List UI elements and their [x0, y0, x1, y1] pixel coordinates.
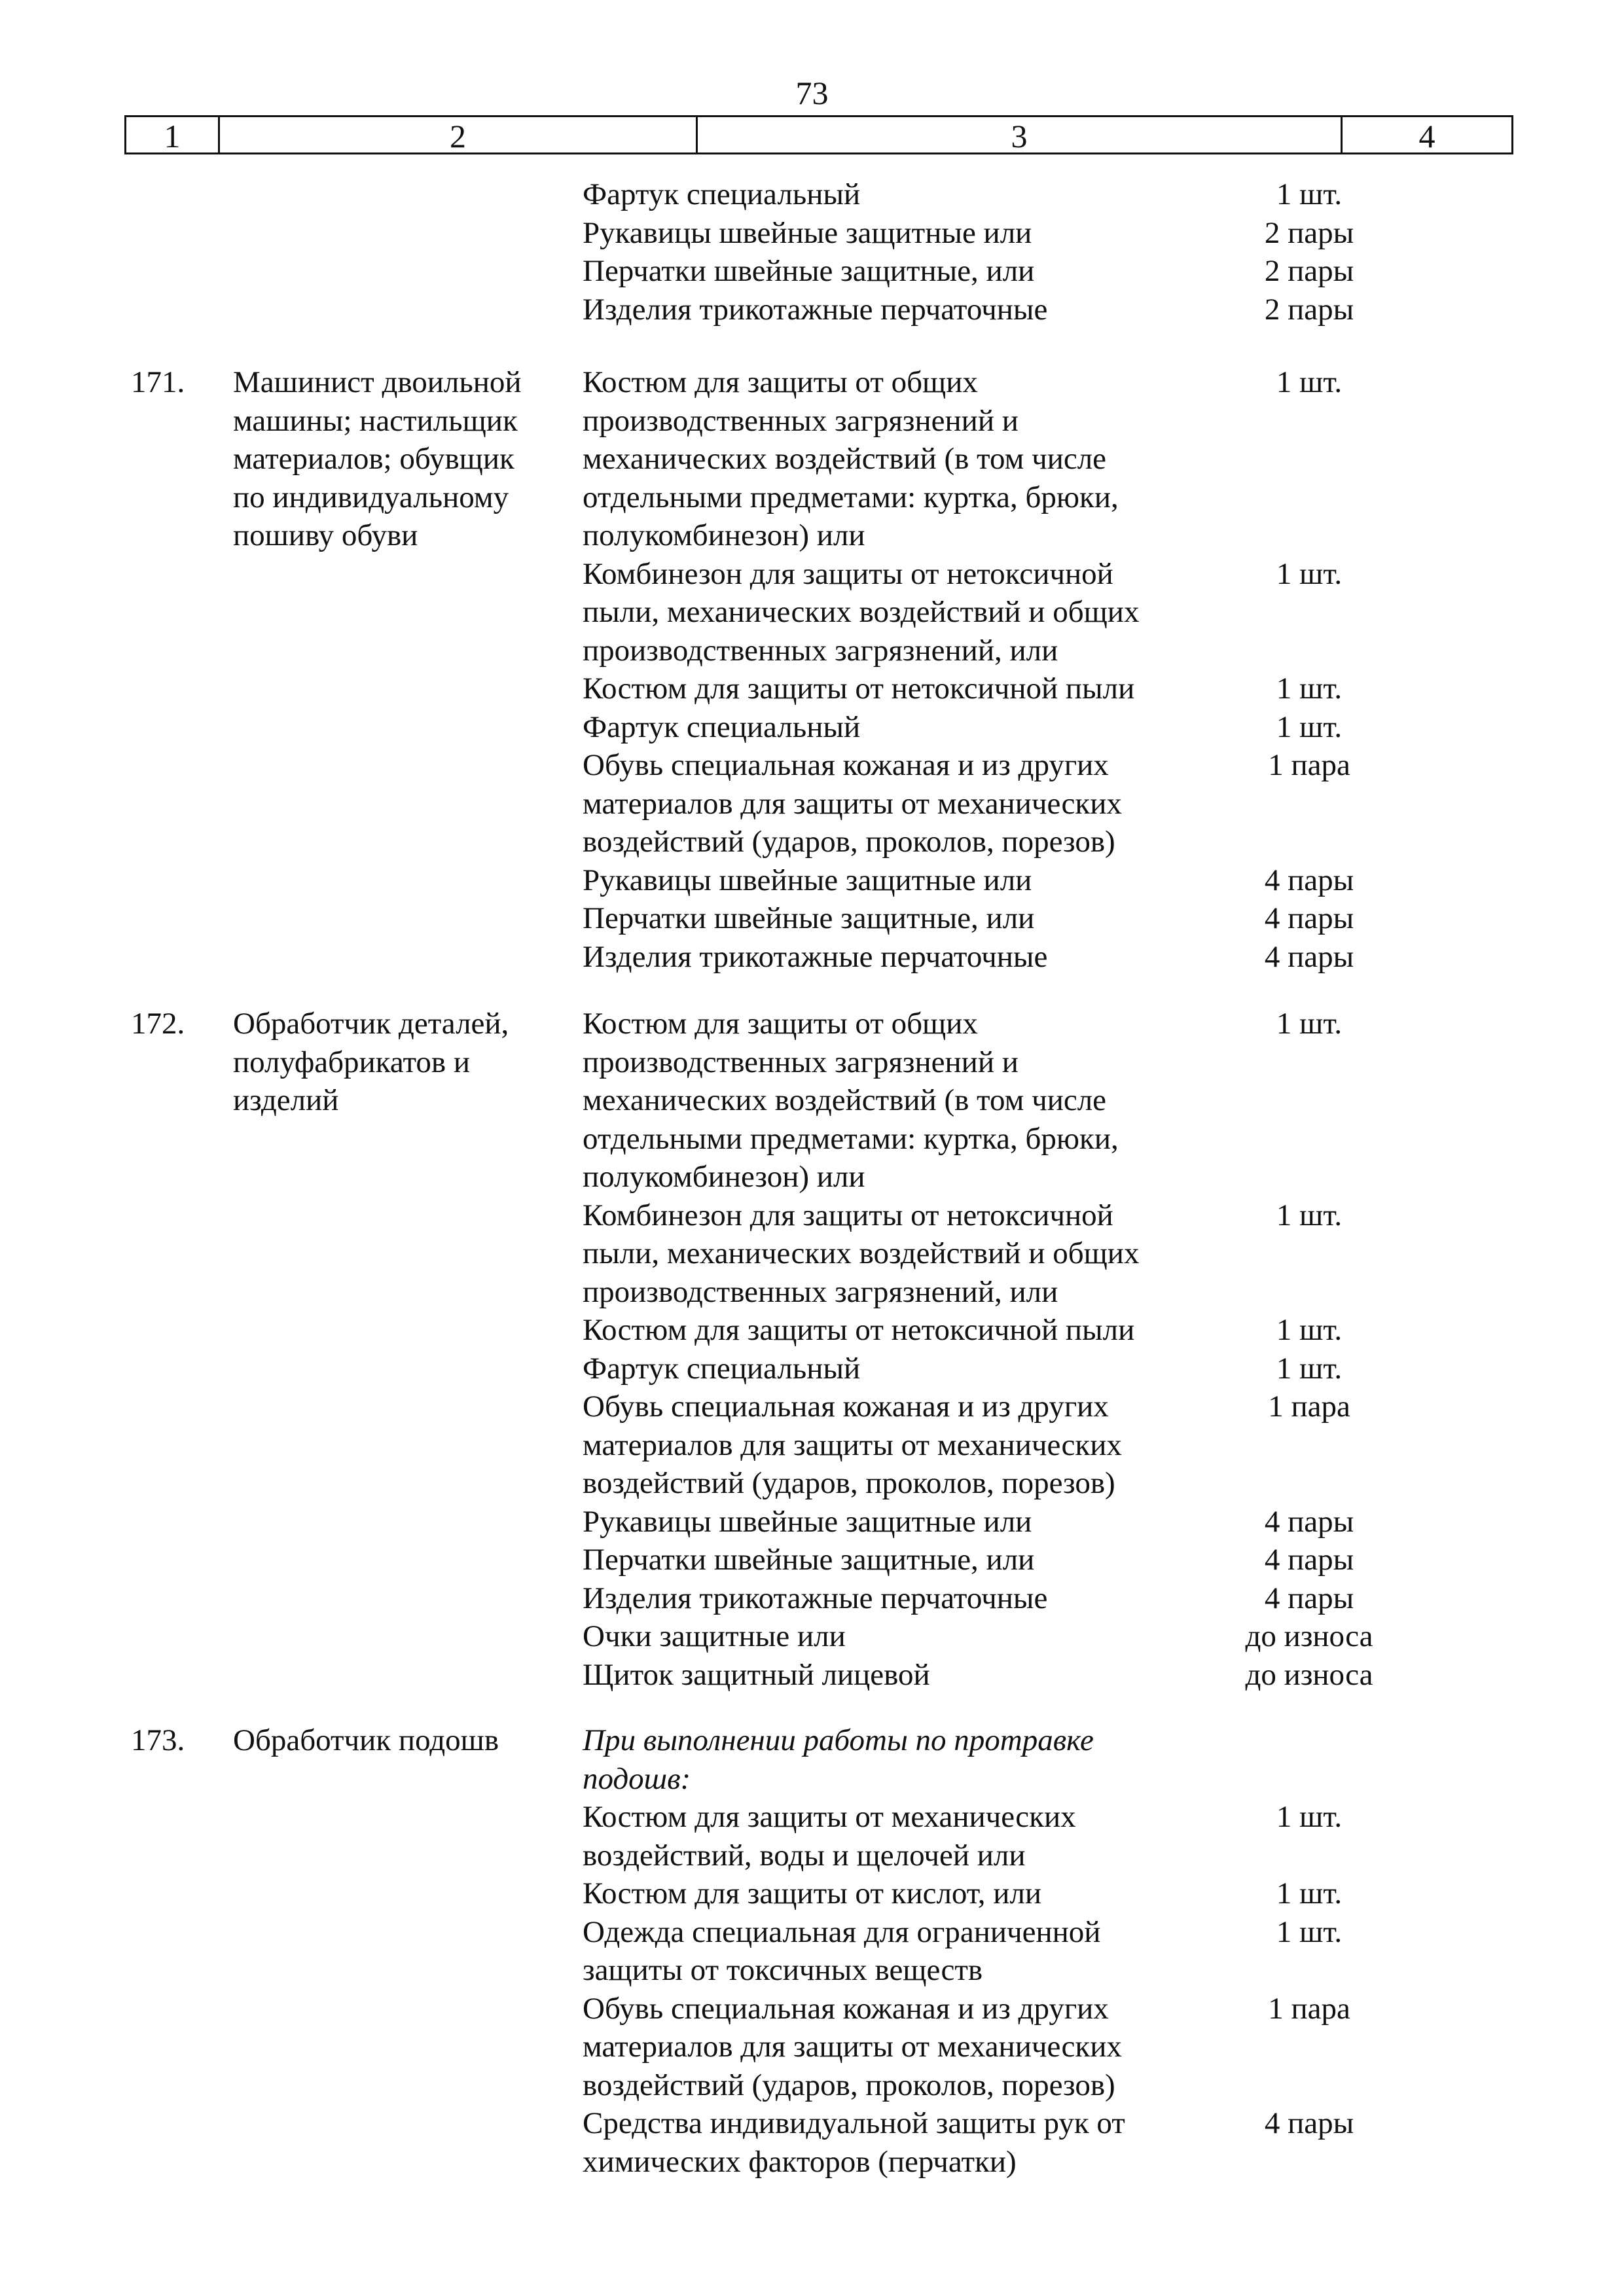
item-name-line: Комбинезон для защиты от нетоксичной	[583, 556, 1113, 591]
item-quantity: 4 пары	[1264, 1504, 1354, 1539]
items-column	[583, 363, 1354, 976]
job-title-line: пошиву обуви	[233, 518, 418, 552]
job-title-line: изделий	[233, 1083, 339, 1117]
item-name-line: Костюм для защиты от общих	[583, 1007, 978, 1041]
item-name-line: Изделия трикотажные перчаточные	[583, 939, 1048, 974]
job-title-line: полуфабрикатов и	[233, 1045, 470, 1079]
item-name-line: Обувь специальная кожаная и из других	[583, 1390, 1109, 1424]
job-title-line: Обработчик деталей,	[233, 1007, 509, 1041]
items-column	[583, 1005, 1373, 1694]
list-item	[583, 1798, 1624, 1874]
list-item	[583, 1874, 1624, 1913]
column-header-3: 3	[1011, 118, 1028, 154]
item-quantity: 1 шт.	[1276, 365, 1343, 399]
item-name-line: полукомбинезон) или	[583, 1160, 865, 1194]
item-quantity: до износа	[1245, 1657, 1373, 1692]
list-item	[583, 1579, 1624, 1618]
page-number: 73	[795, 75, 829, 111]
item-name-line: Рукавицы швейные защитные или	[583, 1504, 1032, 1539]
item-name-line: Изделия трикотажные перчаточные	[583, 292, 1048, 327]
item-name-line: механических воздействий (в том числе	[583, 1083, 1107, 1117]
item-quantity: 1 шт.	[1276, 672, 1343, 706]
item-name-line: материалов для защиты от механических	[583, 786, 1122, 821]
job-title	[233, 1005, 573, 1120]
list-item	[583, 175, 1624, 214]
list-item	[583, 1005, 1624, 1196]
item-quantity: 1 шт.	[1276, 1198, 1343, 1232]
list-item	[583, 1350, 1624, 1388]
list-item	[583, 1388, 1624, 1503]
item-quantity: 1 шт.	[1276, 177, 1343, 211]
item-quantity: 2 пары	[1264, 254, 1354, 288]
item-name-line: Костюм для защиты от механических	[583, 1800, 1076, 1834]
list-item	[583, 1656, 1624, 1695]
list-item	[583, 899, 1624, 938]
list-item	[583, 2104, 1624, 2181]
item-name-line: Рукавицы швейные защитные или	[583, 215, 1032, 250]
item-name-line: производственных загрязнений и	[583, 403, 1019, 438]
item-quantity: 1 шт.	[1276, 1313, 1343, 1347]
item-quantity: 1 пара	[1268, 1991, 1350, 2026]
item-quantity: 1 пара	[1268, 748, 1350, 782]
item-quantity: 1 шт.	[1276, 1876, 1343, 1910]
column-header-row	[124, 115, 1513, 154]
condition-note	[583, 1721, 1624, 1798]
item-name-line: полукомбинезон) или	[583, 518, 865, 552]
item-quantity: до износа	[1245, 1619, 1373, 1653]
list-item	[583, 670, 1624, 708]
item-quantity: 1 шт.	[1276, 1800, 1343, 1834]
item-quantity: 1 шт.	[1276, 1914, 1343, 1949]
entry-number: 173.	[131, 1723, 185, 1757]
job-title	[233, 1721, 573, 1760]
item-name-line: химических факторов (перчатки)	[583, 2144, 1017, 2179]
item-name-line: механических воздействий (в том числе	[583, 442, 1107, 476]
item-quantity: 1 пара	[1268, 1390, 1350, 1424]
item-name-line: Фартук специальный	[583, 1351, 861, 1386]
job-title-line: материалов; обувщик	[233, 442, 514, 476]
column-header-4: 4	[1418, 118, 1435, 154]
items-column	[583, 1721, 1354, 2181]
list-item	[583, 555, 1624, 670]
column-header-2: 2	[450, 118, 466, 154]
item-quantity: 1 шт.	[1276, 556, 1343, 591]
item-name-line: Перчатки швейные защитные, или	[583, 1543, 1035, 1577]
item-name-line: Комбинезон для защиты от нетоксичной	[583, 1198, 1113, 1232]
item-name-line: Костюм для защиты от кислот, или	[583, 1876, 1042, 1910]
list-item	[583, 861, 1624, 900]
list-item	[583, 1990, 1624, 2105]
list-item	[583, 1541, 1624, 1579]
item-name-line: производственных загрязнений и	[583, 1045, 1019, 1079]
list-item	[583, 746, 1624, 861]
item-name-line: пыли, механических воздействий и общих	[583, 595, 1140, 629]
list-item	[583, 1913, 1624, 1990]
item-name-line: воздействий (ударов, проколов, порезов)	[583, 1466, 1115, 1500]
job-title	[233, 363, 573, 555]
item-name-line: Перчатки швейные защитные, или	[583, 901, 1035, 935]
item-name-line: Обувь специальная кожаная и из других	[583, 748, 1109, 782]
item-name-line: пыли, механических воздействий и общих	[583, 1236, 1140, 1270]
item-name-line: Перчатки швейные защитные, или	[583, 254, 1035, 288]
item-quantity: 4 пары	[1264, 2106, 1354, 2140]
item-name-line: Обувь специальная кожаная и из других	[583, 1991, 1109, 2026]
list-item	[583, 938, 1624, 977]
list-item	[583, 1503, 1624, 1541]
item-name-line: Изделия трикотажные перчаточные	[583, 1581, 1048, 1615]
item-name-line: материалов для защиты от механических	[583, 1427, 1122, 1462]
item-quantity: 1 шт.	[1276, 709, 1343, 744]
item-name-line: производственных загрязнений, или	[583, 1274, 1058, 1309]
item-name-line: воздействий (ударов, проколов, порезов)	[583, 2068, 1115, 2102]
item-name-line: Щиток защитный лицевой	[583, 1657, 930, 1692]
item-quantity: 2 пары	[1264, 215, 1354, 250]
item-name-line: Костюм для защиты от общих	[583, 365, 978, 399]
item-name-line: Фартук специальный	[583, 709, 861, 744]
item-name-line: отдельными предметами: куртка, брюки,	[583, 1121, 1119, 1156]
item-quantity: 1 шт.	[1276, 1007, 1343, 1041]
condition-line: При выполнении работы по протравке	[583, 1723, 1094, 1757]
item-quantity: 4 пары	[1264, 939, 1354, 974]
column-header-1: 1	[164, 118, 181, 154]
item-name-line: воздействий, воды и щелочей или	[583, 1838, 1026, 1873]
list-item	[583, 214, 1624, 253]
list-item	[583, 708, 1624, 747]
item-name-line: Очки защитные или	[583, 1619, 846, 1653]
list-item	[583, 363, 1624, 555]
item-quantity: 4 пары	[1264, 1543, 1354, 1577]
item-name-line: Костюм для защиты от нетоксичной пыли	[583, 1313, 1135, 1347]
list-item	[583, 291, 1624, 329]
item-name-line: Фартук специальный	[583, 177, 861, 211]
entry-number: 171.	[131, 365, 185, 399]
job-title-line: Обработчик подошв	[233, 1723, 499, 1757]
item-name-line: производственных загрязнений, или	[583, 633, 1058, 668]
item-quantity: 1 шт.	[1276, 1351, 1343, 1386]
list-item	[583, 1311, 1624, 1350]
entry-number: 172.	[131, 1007, 185, 1041]
condition-line: подошв:	[583, 1761, 691, 1796]
job-title-line: Машинист двоильной	[233, 365, 522, 399]
item-quantity: 4 пары	[1264, 901, 1354, 935]
item-name-line: защиты от токсичных веществ	[583, 1953, 983, 1987]
item-quantity: 4 пары	[1264, 863, 1354, 897]
item-quantity: 4 пары	[1264, 1581, 1354, 1615]
item-quantity: 2 пары	[1264, 292, 1354, 327]
item-name-line: воздействий (ударов, проколов, порезов)	[583, 825, 1115, 859]
item-name-line: Средства индивидуальной защиты рук от	[583, 2106, 1125, 2140]
item-name-line: Рукавицы швейные защитные или	[583, 863, 1032, 897]
item-name-line: Одежда специальная для ограниченной	[583, 1914, 1101, 1949]
items-column	[583, 175, 1354, 329]
job-title-line: по индивидуальному	[233, 480, 509, 514]
list-item	[583, 1196, 1624, 1312]
item-name-line: Костюм для защиты от нетоксичной пыли	[583, 672, 1135, 706]
job-title-line: машины; настильщик	[233, 403, 518, 438]
list-item	[583, 252, 1624, 291]
list-item	[583, 1617, 1624, 1656]
item-name-line: материалов для защиты от механических	[583, 2030, 1122, 2064]
item-name-line: отдельными предметами: куртка, брюки,	[583, 480, 1119, 514]
